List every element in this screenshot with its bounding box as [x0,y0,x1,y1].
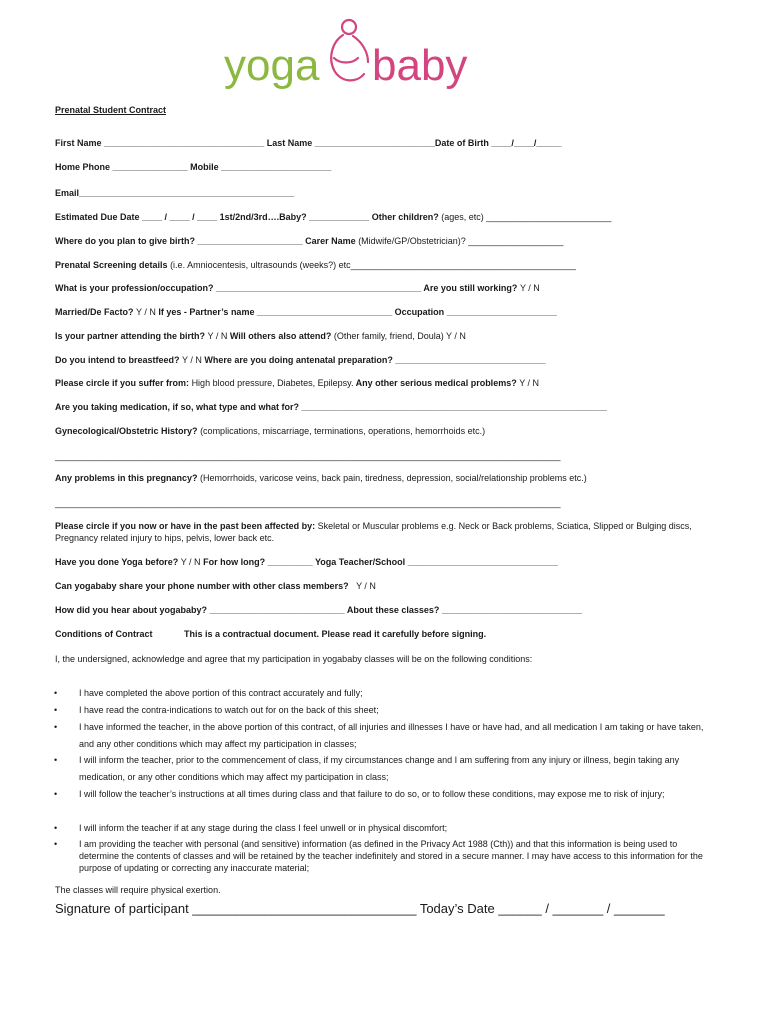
breastfeed-label: Do you intend to breastfeed? [55,355,180,365]
row-birth [55,235,563,247]
row-phones [55,161,331,173]
circle-affected-list[interactable]: Skeletal or Muscular problems e.g. Neck or Back problems, Sciatica, Slipped or Bulging discs, Pregnancy related injury to hips, pelvis, lower back etc. [55,521,692,543]
done-yoga-options[interactable]: Y / N [180,557,201,567]
condition-text: I have read the contra-indications to watch out for on the back of this sheet; [79,705,379,715]
logo-word-yoga: yoga [224,41,320,90]
contract-notice: This is a contractual document. Please read it carefully before signing. [184,629,487,639]
married-options[interactable]: Y / N [136,307,156,317]
bullet-symbol: • [54,839,58,849]
row-circle-affected [55,520,715,544]
carer-name-label: Carer Name [305,236,356,246]
condition-item [54,820,715,837]
done-yoga-label: Have you done Yoga before? [55,557,179,567]
gyn-history-hint: (complications, miscarriage, terminations, operations, hemorrhoids etc.) [200,426,486,436]
share-phone-label: Can yogababy share your phone number with other class members? [55,581,349,591]
row-names [55,137,561,149]
screening-field[interactable]: (i.e. Amniocentesis, ultrasounds (weeks?) etc_____________________________________________ [170,260,576,270]
circle-affected-label: Please circle if you now or have in the past been affected by: [55,521,316,531]
baby-order-field[interactable]: 1st/2nd/3rd….Baby? ____________ [219,212,370,222]
row-heard-about [55,604,582,616]
occupation-field[interactable]: Occupation ______________________ [394,307,557,317]
share-phone-options[interactable]: Y / N [356,581,376,591]
others-attend-options[interactable]: (Other family, friend, Doula) Y / N [333,331,466,341]
row-profession [55,282,540,294]
circle-suffer-list[interactable]: High blood pressure, Diabetes, Epilepsy. [191,378,354,388]
conditions-heading: Conditions of Contract [55,629,153,639]
row-share-phone [55,580,376,592]
antenatal-field[interactable]: Where are you doing antenatal preparation? ______________________________ [204,355,546,365]
due-date-field[interactable]: Estimated Due Date ____ / ____ / ____ [55,212,218,222]
row-partner-attending [55,330,466,342]
condition-text: I have informed the teacher, in the above portion of this contract, of all injuries and illnesses I have or have had, and all medication I am taking or have taken, and any other conditions which may affect my participation in classes; [79,722,704,749]
other-children-label: Other children? [371,212,439,222]
how-long-field[interactable]: For how long? _________ [203,557,313,567]
partner-name-field[interactable]: If yes - Partner’s name ___________________________ [158,307,393,317]
signature-row [55,901,665,916]
bullet-symbol: • [54,789,58,799]
birth-place-field[interactable]: Where do you plan to give birth? _____________________ [55,236,303,246]
about-classes-field[interactable]: About these classes? ____________________________ [346,605,583,615]
circle-suffer-label: Please circle if you suffer from: [55,378,190,388]
yogababy-logo [222,18,478,104]
others-attend-label: Will others also attend? [229,331,332,341]
contract-title: Prenatal Student Contract [55,105,167,115]
yoga-teacher-field[interactable]: Yoga Teacher/School ______________________________ [314,557,558,567]
first-name-field[interactable]: First Name ________________________________ [55,138,265,148]
other-children-field[interactable]: (ages, etc) _________________________ [441,212,612,222]
row-gyn-history [55,425,485,437]
row-due-date [55,211,611,223]
row-yoga-before [55,556,558,568]
partner-attending-options[interactable]: Y / N [207,331,228,341]
still-working-options[interactable]: Y / N [519,283,540,293]
problems-pregnancy-hint: (Hemorrhoids, varicose veins, back pain, tiredness, depression, social/relationship problems etc.) [200,473,587,483]
profession-field[interactable]: What is your profession/occupation? _________________________________________ [55,283,422,293]
problems-pregnancy-blank-line[interactable]: _____________________________________________________________________________________________________ [55,498,561,508]
conditions-intro: I, the undersigned, acknowledge and agree that my participation in yogababy classes will be on the following conditions: [55,654,533,664]
condition-item [54,685,715,702]
last-name-field[interactable]: Last Name ________________________ [266,138,435,148]
still-working-label: Are you still working? [423,283,518,293]
medication-field[interactable]: Are you taking medication, if so, what type and what for? _____________________________________________________________ [55,402,607,412]
breastfeed-options[interactable]: Y / N [182,355,202,365]
signature-field[interactable]: Signature of participant _______________________________ [55,901,417,916]
condition-text: I will follow the teacher’s instructions at all times during class and that failure to do so, or to follow these conditions, may expose me to risk of injury; [79,789,665,799]
home-phone-field[interactable]: Home Phone _______________ [55,162,188,172]
condition-text: I will inform the teacher if at any stage during the class I feel unwell or in physical discomfort; [79,823,448,833]
exertion-note: The classes will require physical exertion. [55,885,221,895]
condition-item [54,719,715,753]
bullet-symbol: • [54,722,58,732]
condition-item [54,838,715,874]
dob-field[interactable]: Date of Birth ____/____/_____ [434,138,562,148]
gyn-history-blank-line[interactable]: _____________________________________________________________________________________________________ [55,451,561,461]
bullet-symbol: • [54,823,58,833]
condition-text: I have completed the above portion of this contract accurately and fully; [79,688,363,698]
mobile-field[interactable]: Mobile ______________________ [190,162,332,172]
serious-problems-options[interactable]: Y / N [519,378,540,388]
yogababy-logo-graphic [222,18,478,104]
bullet-symbol: • [54,705,58,715]
condition-item [54,752,715,786]
row-circle-suffer [55,377,539,389]
condition-item [54,702,715,719]
row-breastfeed [55,354,546,366]
bullet-symbol: • [54,755,58,765]
married-label: Married/De Facto? [55,307,134,317]
carer-name-field[interactable]: (Midwife/GP/Obstetrician)? ___________________ [358,236,564,246]
row-screening [55,259,576,271]
todays-date-field[interactable]: Today’s Date ______ / _______ / _______ [419,901,665,916]
condition-text: I will inform the teacher, prior to the commencement of class, if my circumstances change and I am suffering from any injury or illness, begin taking any medication, or any other conditions which may affect my participation in class; [79,755,680,782]
serious-problems-label: Any other serious medical problems? [355,378,517,388]
screening-label: Prenatal Screening details [55,260,168,270]
bullet-symbol: • [54,688,58,698]
problems-pregnancy-label: Any problems in this pregnancy? [55,473,198,483]
condition-item [54,786,715,803]
gyn-history-label: Gynecological/Obstetric History? [55,426,198,436]
email-field[interactable]: Email___________________________________________ [55,188,295,198]
partner-attending-label: Is your partner attending the birth? [55,331,206,341]
heard-about-field[interactable]: How did you hear about yogababy? ___________________________ [55,605,345,615]
logo-word-baby: baby [372,41,468,90]
row-married [55,306,557,318]
row-problems-pregnancy [55,472,587,484]
condition-text: I am providing the teacher with personal (and sensitive) information (as defined in the Privacy Act 1988 (Cth)) and that this information is being used to determine the contents of classes and will be retained by the teacher indefinitely and stored in a secure manner. I may have access to this information for the purpose of updating or correcting any inaccurate material; [79,839,703,873]
